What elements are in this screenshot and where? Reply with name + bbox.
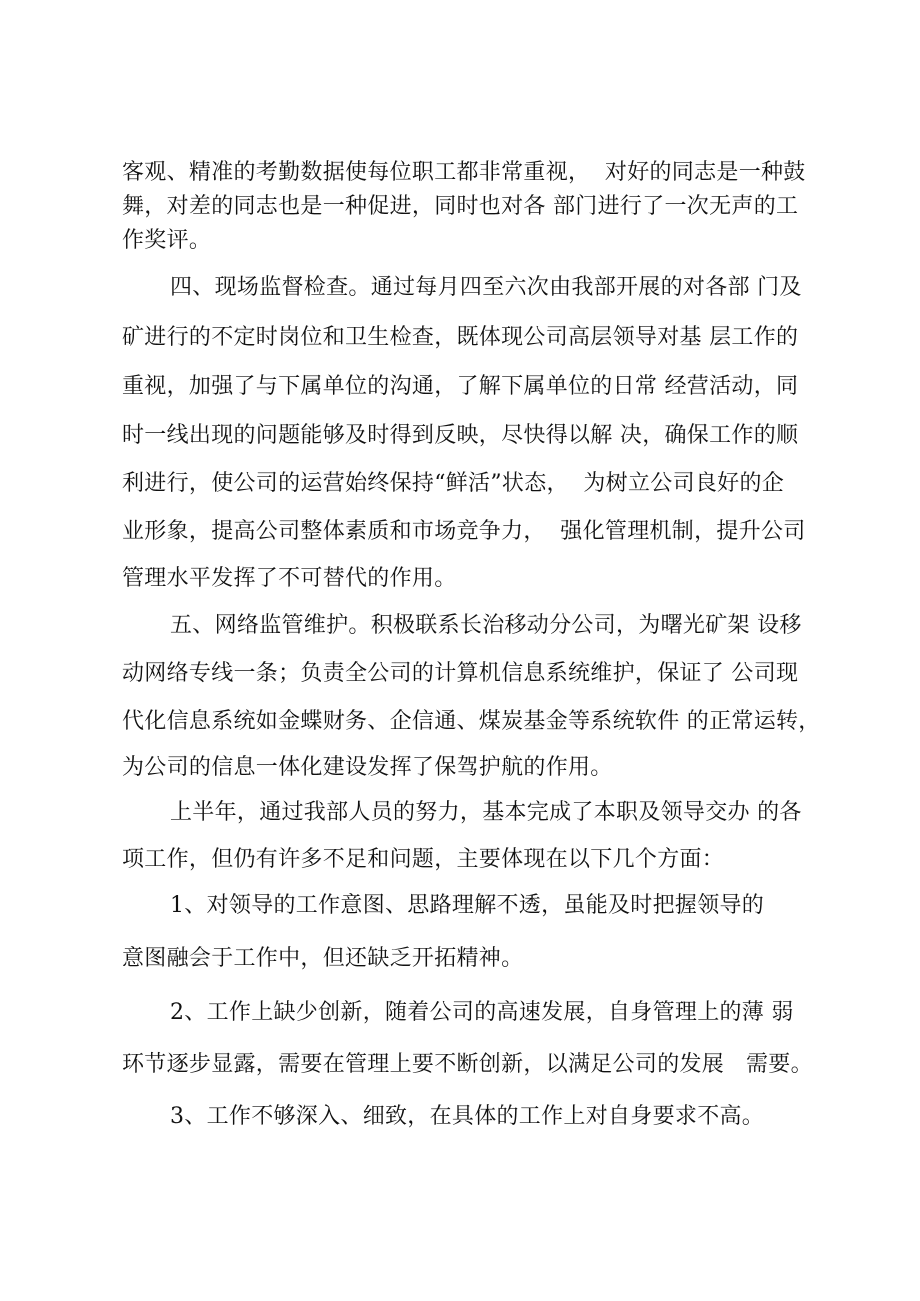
text-line: 项工作，但仍有许多不足和问题，主要体现在以下几个方面： [122,847,725,872]
text-line: 五、网络监管维护。积极联系长治移动分公司，为曙光矿架 设移 [170,613,802,638]
text-line: 环节逐步显露，需要在管理上要不断创新，以满足公司的发展 需要。 [122,1052,813,1077]
text-line: 利进行，使公司的运营始终保持“鲜活”状态， 为树立公司良好的企 [122,471,785,496]
text-line: 3、工作不够深入、细致，在具体的工作上对自身要求不高。 [170,1104,765,1129]
text-line: 意图融会于工作中，但还缺乏开拓精神。 [122,946,524,971]
text-line: 代化信息系统如金蝶财务、企信通、煤炭基金等系统软件 的正常运转， [122,709,821,734]
text-line: 重视，加强了与下属单位的沟通，了解下属单位的日常 经营活动，同 [122,374,799,399]
text-line: 客观、精准的考勤数据使每位职工都非常重视， 对好的同志是一种鼓 [122,160,806,185]
text-line: 2、工作上缺少创新，随着公司的高速发展，自身管理上的薄 弱 [170,1000,794,1025]
text-line: 舞，对差的同志也是一种促进，同时也对各 部门进行了一次无声的工 [122,194,799,219]
text-line: 矿进行的不定时岗位和卫生检查，既体现公司高层领导对基 层工作的 [122,325,799,350]
text-line: 时一线出现的问题能够及时得到反映，尽快得以解 决，确保工作的顺 [122,423,799,448]
text-line: 上半年，通过我部人员的努力，基本完成了本职及领导交办 的各 [170,800,802,825]
text-line: 作奖评。 [122,228,212,253]
text-line: 动网络专线一条；负责全公司的计算机信息系统维护，保证了 公司现 [122,661,799,686]
text-line: 为公司的信息一体化建设发挥了保驾护航的作用。 [122,755,613,780]
text-line: 1、对领导的工作意图、思路理解不透，虽能及时把握领导的 [170,893,765,918]
text-line: 业形象，提高公司整体素质和市场竞争力， 强化管理机制，提升公司 [122,519,806,544]
text-line: 管理水平发挥了不可替代的作用。 [122,566,457,591]
text-line: 四、现场监督检查。通过每月四至六次由我部开展的对各部 门及 [170,275,802,300]
